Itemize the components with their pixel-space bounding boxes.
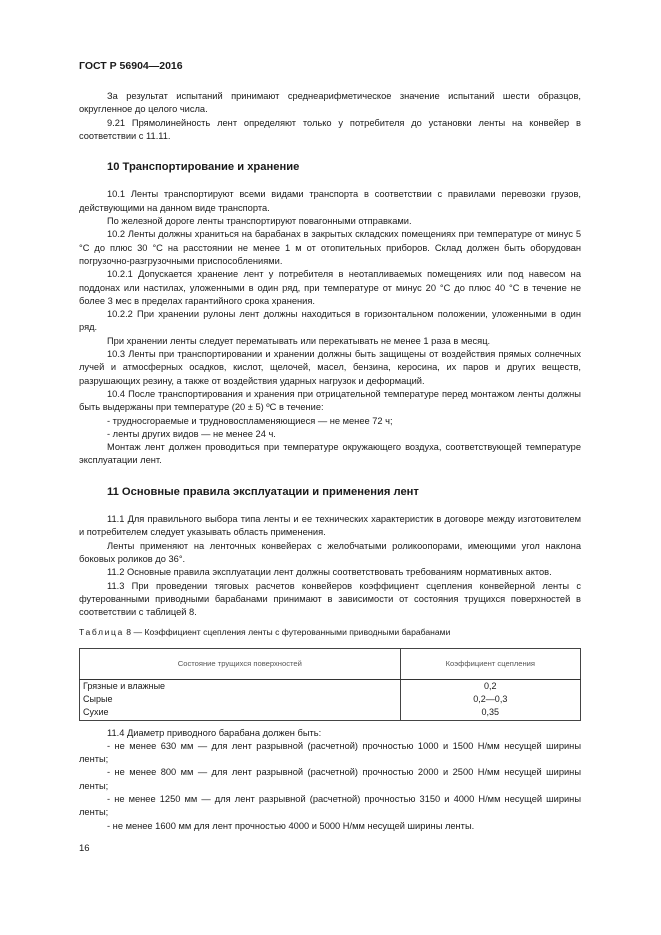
list-item: - не менее 630 мм — для лент разрывной (расчетной) прочностью 1000 и 1500 Н/мм несущей ширины ленты; bbox=[79, 740, 581, 765]
table-row bbox=[80, 706, 581, 720]
paragraph: 11.3 При проведении тяговых расчетов конвейеров коэффициент сцепления конвейерной ленты с футерованными приводными барабанами принимают в зависимости от состояния трущихся поверхностей в соответствии с таблицей 8. bbox=[79, 580, 581, 618]
paragraph: По железной дороге ленты транспортируют повагонными отправками. bbox=[107, 216, 412, 227]
paragraph: 11.4 Диаметр приводного барабана должен быть: bbox=[107, 727, 322, 738]
column-header: Коэффициент сцепления bbox=[400, 648, 580, 679]
list-item: - не менее 1600 мм для лент прочностью 4000 и 5000 Н/мм несущей ширины ленты. bbox=[107, 820, 475, 831]
paragraph: 11.1 Для правильного выбора типа ленты и ее технических характеристик в договоре между изготовителем и потребителем следует указывать область применения. bbox=[79, 514, 581, 538]
document-header: ГОСТ Р 56904—2016 bbox=[79, 60, 183, 72]
paragraph: За результат испытаний принимают среднеарифметическое значение испытаний шести образцов, округленное до целого числа. bbox=[79, 91, 581, 115]
table-label: Таблица bbox=[79, 627, 124, 638]
table-cell: 0,2 bbox=[400, 679, 580, 693]
page-content bbox=[79, 90, 581, 833]
paragraph: 10.2.2 При хранении рулоны лент должны находиться в горизонтальном положении, уложенными в один ряд. bbox=[79, 309, 581, 333]
table-row bbox=[80, 693, 581, 706]
section-heading-10: 10 Транспортирование и хранение bbox=[107, 161, 300, 174]
list-item: - ленты других видов — не менее 24 ч. bbox=[107, 428, 276, 439]
paragraph: 10.4 После транспортирования и хранения при отрицательной температуре перед монтажом ленты должны быть выдержаны при температуре (20 ± 5) ºС в течение: bbox=[79, 388, 581, 413]
table-caption bbox=[79, 626, 581, 639]
coefficient-table bbox=[79, 648, 581, 721]
table-cell: 0,35 bbox=[400, 706, 580, 720]
paragraph: 10.2.1 Допускается хранение лент у потребителя в неотапливаемых помещениях или под навесом на поддонах или настилах, уложенными в один ряд, при температуре от минус 20 °С до плюс 40 °С в течение не более 3 мес в пределах гарантийного срока хранения. bbox=[79, 269, 581, 306]
paragraph: 10.1 Ленты транспортируют всеми видами транспорта в соответствии с правилами перевозки грузов, действующими на данном виде транспорта. bbox=[79, 189, 581, 213]
section-heading-11: 11 Основные правила эксплуатации и применения лент bbox=[107, 485, 419, 498]
paragraph: 9.21 Прямолинейность лент определяют только у потребителя до установки ленты на конвейер в соответствии с 11.11. bbox=[79, 117, 581, 141]
column-header: Состояние трущихся поверхностей bbox=[80, 648, 401, 679]
table-cell: 0,2—0,3 bbox=[400, 693, 580, 706]
paragraph: 10.2 Ленты должны храниться на барабанах в закрытых складских помещениях при температуре от минус 5 °С до плюс 30 °С на расстоянии не менее 1 м от отопительных приборов. Склад должен быть оборудован погрузочно-разгрузочными приспособлениями. bbox=[79, 229, 581, 266]
list-item: - трудносгораемые и трудновоспламеняющиеся — не менее 72 ч; bbox=[107, 415, 393, 426]
table-cell: Сырые bbox=[80, 693, 401, 706]
table-cell: Грязные и влажные bbox=[80, 679, 401, 693]
paragraph: 10.3 Ленты при транспортировании и хранении должны быть защищены от воздействия прямых солнечных лучей и атмосферных осадков, кислот, щелочей, масел, бензина, керосина, их паров и других веществ, разрушающих резину, а также от воздействия ударных нагрузок и деформаций. bbox=[79, 349, 581, 386]
page-number: 16 bbox=[79, 843, 90, 854]
table-header-row bbox=[80, 648, 581, 679]
list-item: - не менее 800 мм — для лент разрывной (расчетной) прочностью 2000 и 2500 Н/мм несущей ширины ленты; bbox=[79, 767, 581, 791]
list-item: - не менее 1250 мм — для лент разрывной (расчетной) прочностью 3150 и 4000 Н/мм несущей ширины ленты; bbox=[79, 794, 581, 818]
paragraph: Ленты применяют на ленточных конвейерах с желобчатыми роликоопорами, имеющими угол наклона боковых роликов до 36°. bbox=[79, 540, 581, 564]
table-cell: Сухие bbox=[80, 706, 401, 720]
paragraph: 11.2 Основные правила эксплуатации лент должны соответствовать требованиям нормативных актов. bbox=[107, 567, 552, 578]
paragraph: Монтаж лент должен проводиться при температуре окружающего воздуха, соответствующей температуре эксплуатации лент. bbox=[79, 442, 581, 466]
paragraph: При хранении ленты следует перематывать или перекатывать не менее 1 раза в месяц. bbox=[107, 335, 491, 346]
table-row bbox=[80, 679, 581, 693]
table-caption-text: 8 — Коэффициент сцепления ленты с футерованными приводными барабанами bbox=[126, 627, 451, 638]
